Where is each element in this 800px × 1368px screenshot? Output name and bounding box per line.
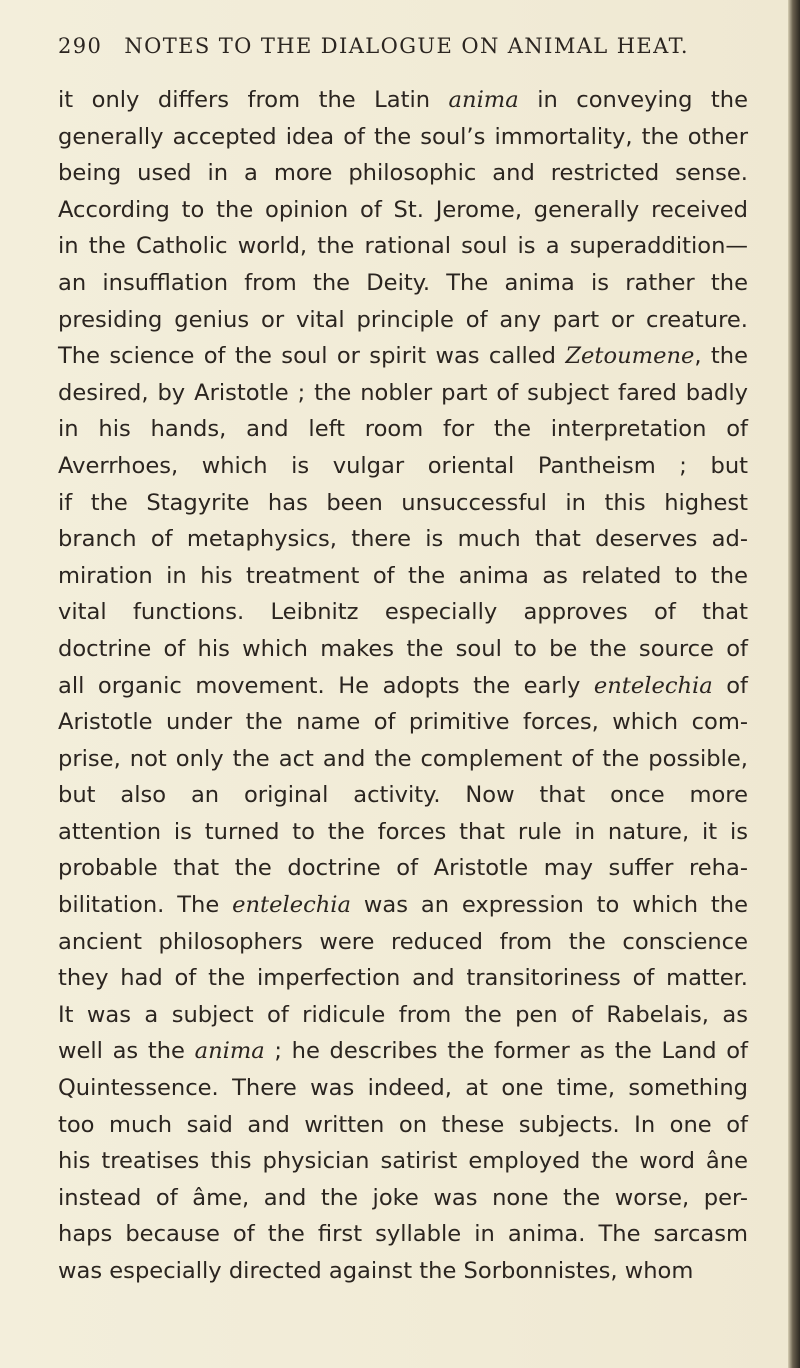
running-header: [58, 34, 758, 58]
text-line: probable that the doctrine of Aristotle may suffer reha-: [58, 855, 748, 882]
text-line: miration in his treatment of the anima as related to the: [58, 562, 748, 589]
text-line: attention is turned to the forces that rule in nature, it is: [58, 818, 748, 845]
body-text: [58, 82, 748, 1290]
text-line: an insufflation from the Deity. The anima is rather the: [58, 269, 748, 296]
text-line: in his hands, and left room for the interpretation of: [58, 416, 748, 443]
text-line: ancient philosophers were reduced from the conscience: [58, 928, 748, 955]
text-line: Quintessence. There was indeed, at one time, something: [58, 1075, 748, 1102]
text-line: it only differs from the Latin anima in conveying the: [58, 87, 748, 113]
text-line: all organic movement. He adopts the early entelechia of: [58, 672, 748, 699]
text-line: instead of âme, and the joke was none the worse, per-: [58, 1184, 748, 1211]
text-line: Averrhoes, which is vulgar oriental Pantheism ; but: [58, 452, 748, 479]
text-line: if the Stagyrite has been unsuccessful in this highest: [58, 489, 748, 516]
text-line: was especially directed against the Sorbonnistes, whom: [58, 1258, 694, 1284]
text-line: his treatises this physician satirist employed the word âne: [58, 1148, 748, 1175]
text-line: vital functions. Leibnitz especially approves of that: [58, 599, 748, 626]
page-number: 290: [58, 34, 103, 58]
text-line: doctrine of his which makes the soul to be the source of: [58, 635, 748, 662]
text-line: well as the anima ; he describes the former as the Land of: [58, 1038, 748, 1065]
text-line: too much said and written on these subjects. In one of: [58, 1111, 748, 1138]
text-line: prise, not only the act and the complement of the possible,: [58, 745, 748, 772]
text-line: desired, by Aristotle ; the nobler part of subject fared badly: [58, 379, 748, 406]
text-line: they had of the imperfection and transitoriness of matter.: [58, 965, 748, 992]
text-line: in the Catholic world, the rational soul is a superaddition—: [58, 233, 748, 260]
text-line: presiding genius or vital principle of any part or creature.: [58, 306, 748, 333]
text-line: bilitation. The entelechia was an expression to which the: [58, 892, 748, 919]
text-line: generally accepted idea of the soul’s immortality, the other: [58, 123, 748, 150]
text-line: According to the opinion of St. Jerome, generally received: [58, 196, 748, 223]
text-line: being used in a more philosophic and restricted sense.: [58, 160, 748, 187]
running-title: NOTES TO THE DIALOGUE ON ANIMAL HEAT.: [124, 34, 689, 58]
text-line: It was a subject of ridicule from the pen of Rabelais, as: [58, 1001, 748, 1028]
page-edge-shadow: [788, 0, 800, 1368]
text-line: but also an original activity. Now that once more: [58, 782, 748, 809]
text-line: branch of metaphysics, there is much that deserves ad-: [58, 526, 748, 553]
text-line: haps because of the first syllable in anima. The sarcasm: [58, 1221, 748, 1248]
text-line: Aristotle under the name of primitive forces, which com-: [58, 709, 748, 736]
text-line: The science of the soul or spirit was called Zetoumene, the: [58, 343, 748, 370]
